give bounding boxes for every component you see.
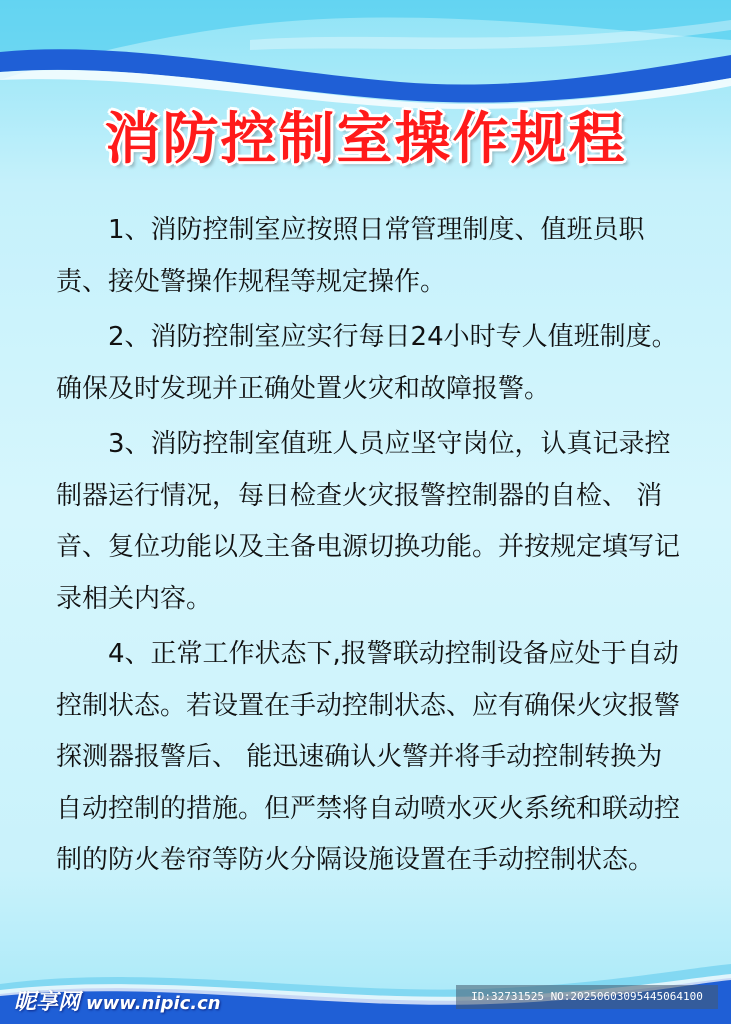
- watermark-url: www.nipic.cn: [86, 993, 221, 1014]
- regulation-item-2: 2、消防控制室应实行每日24小时专人值班制度。确保及时发现并正确处置火灾和故障报警。: [56, 322, 678, 404]
- poster-title: 消防控制室操作规程: [104, 107, 627, 172]
- regulation-item-4: 4、正常工作状态下,报警联动控制设备应处于自动控制状态。若设置在手动控制状态、应有确保火灾报警探测器报警后、 能迅速确认火警并将手动控制转换为自动控制的措施。但严禁将自动喷水灭火系统和联动控制的防火卷帘等防火分隔设施设置在手动控制状态。: [56, 639, 681, 875]
- regulation-body: [56, 205, 686, 887]
- watermark-id-strip: ID:32731525 NO:20250603095445064100: [456, 985, 718, 1009]
- regulation-item-1: 1、消防控制室应按照日常管理制度、值班员职责、接处警操作规程等规定操作。: [56, 215, 645, 297]
- watermark-logo: [14, 985, 221, 1016]
- top-wave-decoration: [0, 0, 731, 110]
- regulation-item-3: 3、消防控制室值班人员应坚守岗位，认真记录控制器运行情况，每日检查火灾报警控制器的自检、 消音、复位功能以及主备电源切换功能。并按规定填写记录相关内容。: [56, 429, 681, 614]
- watermark-logo-text: 昵享网: [14, 990, 81, 1015]
